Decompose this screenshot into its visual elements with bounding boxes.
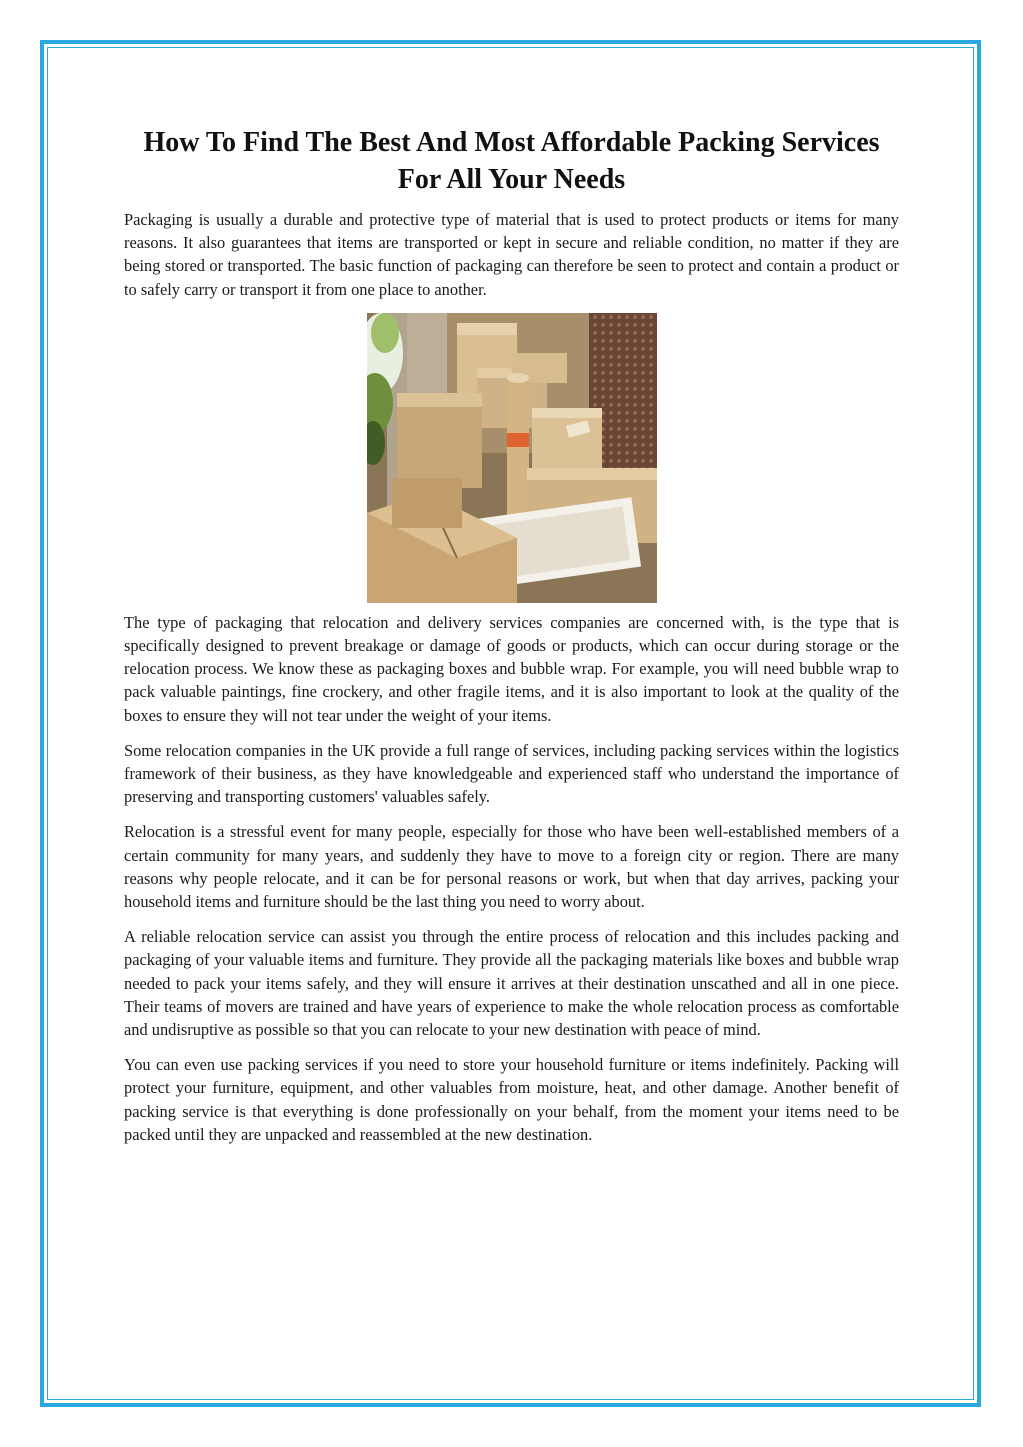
paragraph-relocation-stress: Relocation is a stressful event for many people, especially for those who have been well-established members of a certain community for many years, and suddenly they have to move to a foreign city or region. There are many reasons why people relocate, and it can be for personal reasons or work, but when that day arrives, packing your household items and furniture should be the last thing you need to worry about. xyxy=(124,822,899,912)
paragraph-storage: You can even use packing services if you need to store your household furniture or items indefinitely. Packing will protect your furniture, equipment, and other valuables from moisture, heat, and other damage. Another benefit of packing service is that everything is done professionally on your behalf, from the moment your items need to be packed until they are unpacked and reassembled at the new destination. xyxy=(124,1055,899,1144)
paragraph-reliable-service: A reliable relocation service can assist you through the entire process of relocation and this includes packing and packaging of your valuable items and furniture. They provide all the packaging materials like boxes and bubble wrap needed to pack your items safely, and they will ensure it arrives at their destination unscathed and all in one piece. Their teams of movers are trained and have years of experience to make the whole relocation process as comfortable and undisruptive as possible so that you can relocate to your new destination with peace of mind. xyxy=(124,927,899,1040)
paragraph-intro: Packaging is usually a durable and protective type of material that is used to protect products or items for many reasons. It also guarantees that items are transported or kept in secure and reliable condition, no matter if they are being stored or transported. The basic function of packaging can therefore be seen to protect and contain a product or to safely carry or transport it from one place to another. xyxy=(124,210,899,299)
document-title: How To Find The Best And Most Affordable Packing Services For All Your Needs xyxy=(143,127,880,195)
moving-boxes-photo xyxy=(367,313,657,603)
paragraph-uk-companies: Some relocation companies in the UK provide a full range of services, including packing services within the logistics framework of their business, as they have knowledgeable and experienced staff who understand the importance of preserving and transporting customers' valuables safely. xyxy=(124,740,899,807)
document-body xyxy=(124,124,899,1158)
paragraph-packaging-types: The type of packaging that relocation and delivery services companies are concerned with, is the type that is specifically designed to prevent breakage or damage of goods or products, which can occur during storage or the relocation process. We know these as packaging boxes and bubble wrap. For example, you will need bubble wrap to pack valuable paintings, fine crockery, and other fragile items, and it is also important to look at the quality of the boxes to ensure they will not tear under the weight of your items. xyxy=(124,612,899,725)
